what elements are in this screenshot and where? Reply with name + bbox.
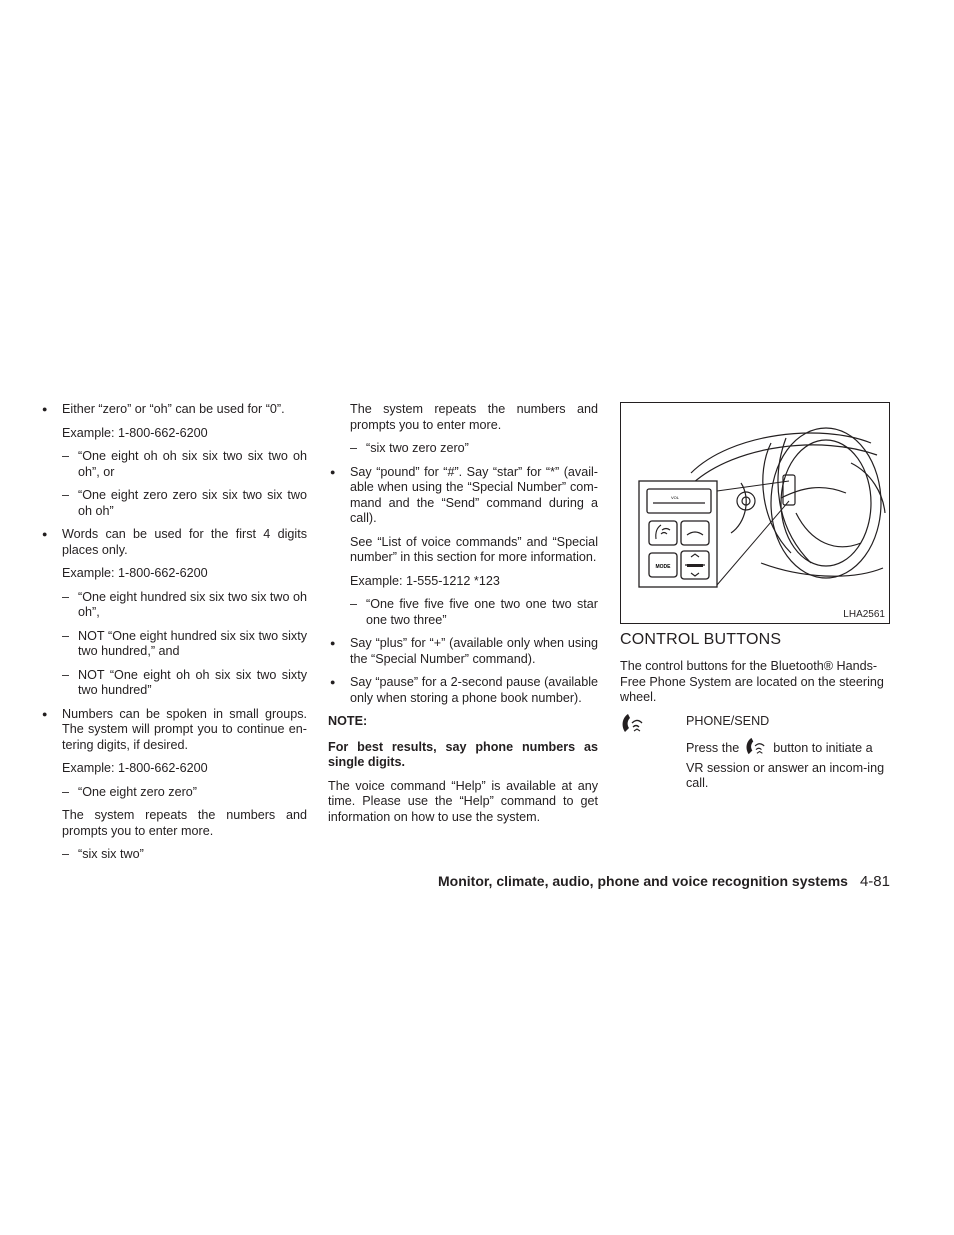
paragraph: See “List of voice commands” and “Special number” in this section for more information. bbox=[350, 534, 598, 564]
dash-item: – “One eight hundred six six two six two oh oh”, bbox=[40, 590, 307, 621]
paragraph: The system repeats the numbers and prompts you to enter more. bbox=[350, 402, 598, 432]
column-middle bbox=[328, 402, 598, 833]
intro-paragraph: The control buttons for the Bluetooth® Hands-Free Phone System are located on the steering wheel. bbox=[620, 659, 884, 704]
note-text: The voice command “Help” is available at any time. Please use the “Help” command to get information on how to use the system. bbox=[328, 778, 598, 824]
section-heading: CONTROL BUTTONS bbox=[620, 631, 782, 648]
example-text: Example: 1-800-662-6200 bbox=[62, 761, 208, 775]
phone-send-item bbox=[620, 714, 890, 792]
phone-send-inline-icon bbox=[743, 736, 769, 761]
item-description bbox=[686, 736, 890, 792]
panel-label-top: VOL bbox=[670, 495, 680, 500]
bullet-pause: ● Say “pause” for a 2-second pause (available only when storing a phone book number). bbox=[328, 675, 598, 706]
steering-wheel-figure bbox=[620, 402, 890, 624]
bullet-pound-star: ● Say “pound” for “#”. Say “star” for “*” (avail-able when using the “Special Number” com-mand and the “Send” command during a call). bbox=[328, 465, 598, 527]
dash-item: – “six two zero zero” bbox=[328, 441, 598, 457]
bullet-zero-or-oh: ● Either “zero” or “oh” can be used for “0”. bbox=[40, 402, 307, 418]
item-title: PHONE/SEND bbox=[686, 713, 770, 728]
example-text: Example: 1-555-1212 *123 bbox=[350, 573, 500, 588]
page-footer bbox=[438, 872, 890, 891]
note-bold-text: For best results, say phone numbers as single digits. bbox=[328, 739, 598, 769]
example-text: Example: 1-800-662-6200 bbox=[62, 566, 208, 580]
dash-item: – “One five five five one two one two star one two three” bbox=[328, 597, 598, 628]
item-text-pre: Press the bbox=[686, 741, 740, 755]
column-left bbox=[40, 402, 307, 871]
paragraph: The system repeats the numbers and prompts you to enter more. bbox=[62, 808, 307, 838]
bullet-plus: ● Say “plus” for “+” (available only when using the “Special Number” command). bbox=[328, 636, 598, 667]
dash-item: – “One eight oh oh six six two six two oh oh”, or bbox=[40, 449, 307, 480]
footer-title: Monitor, climate, audio, phone and voice recognition systems bbox=[438, 873, 848, 889]
bullet-small-groups: ● Numbers can be spoken in small groups. The system will prompt you to continue en-tering digits, if desired. bbox=[40, 707, 307, 754]
example-text: Example: 1-800-662-6200 bbox=[62, 425, 208, 440]
dash-item: – “One eight zero zero six six two six two oh oh” bbox=[40, 488, 307, 519]
panel-label-mode: MODE bbox=[655, 564, 671, 570]
dash-item: – NOT “One eight oh oh six six two sixty two hundred” bbox=[40, 668, 307, 699]
dash-item: – “six six two” bbox=[40, 847, 307, 863]
note-label: NOTE: bbox=[328, 714, 368, 728]
phone-send-icon bbox=[620, 712, 646, 739]
steering-wheel-illustration bbox=[621, 403, 889, 623]
column-right bbox=[620, 402, 890, 792]
figure-code: LHA2561 bbox=[843, 609, 885, 620]
bullet-words-first-digits: ● Words can be used for the first 4 digits places only. bbox=[40, 527, 307, 558]
dash-item: – NOT “One eight hundred six six two sixty two hundred,” and bbox=[40, 629, 307, 660]
dash-item: – “One eight zero zero” bbox=[40, 785, 307, 801]
page-number: 4-81 bbox=[859, 873, 890, 890]
item-text-post: button to initiate a VR session or answer an incom-ing call. bbox=[686, 741, 885, 790]
